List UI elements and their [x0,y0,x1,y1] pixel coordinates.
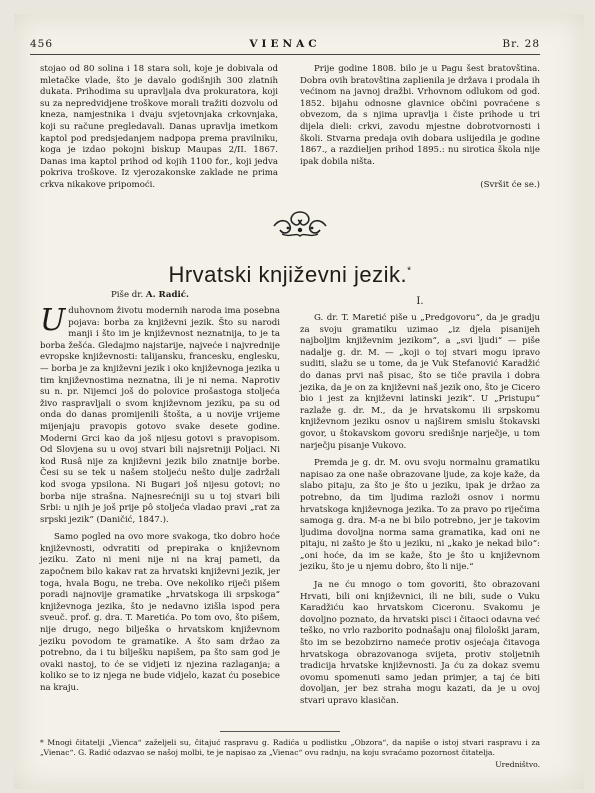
drop-cap: U [40,303,66,338]
right-paragraph-3: Ja ne ću mnogo o tom govoriti, što obrazovani Hrvati, bili oni književnici, ili ne bili, sude o Vuku Karadžiću kao hrvatskom Ciceronu. Svakomu je dovoljno poznato, da hrvatski pisci i čitaoci odavna već teško, no vrlo razborito podnašaju onaj filološki jaram, što im se bezobzirno nameće protiv osjećaja čitavoga hrvatskoga obrazovanoga svijeta, protiv stoljetnih tradicija hrvatske književnosti. Ja ću za dokaz svemu ovomu spomenuti samo jedan primjer, a taj će biti dovoljan, jer bez straha mogu kazati, da je u ovoj stvari upravo klasičan. [300,580,540,706]
issue-number: Br. 28 [502,38,540,50]
section-number: I. [416,296,424,307]
page-header [30,38,540,54]
footnote-signature: Uredništvo. [495,760,540,769]
top-right-paragraph: Prije godine 1808. bilo je u Pagu šest bratovština. Dobra ovih bratovština zaplienila je država i prodala ih većinom na javnoj dražbi. Vrhovnom odlukom od god. 1852. bijahu odnosne glavnice občini povraćene s obvezom, da s njima upravlja i čiste prihode u tri dijela dieli: crkvi, zavodu mjestne dobrotvornosti i školi. Stvarna predaja ovih dobara uslijedila je godine 1867., a razdieljen prihod 1895.: nu sirotica škola nije ipak dobila ništa. [300,64,540,167]
right-paragraph-1: G. dr. T. Maretić piše u „Predgovoru“, da je gradju za svoju gramatiku uzimao „iz djela pisanijeh najboljim književnim jezikom“, a „svi ljudi“ — piše nadalje g. dr. M. — „koji o toj stvari mogu ipravo suditi, slažu se u tome, da je Vuk Stefanović Karadžić do danas prvi naš pisac, što se tiče pravila i dobra jezika, da je on za književni naš jezik ono, što je Cicero bio i jest za književni latinski jezik“. U „Pristupu“ razlaže g. dr. M., da je hrvatskomu ili srpskomu književnom jeziku osnov u najširem smislu štokavski govor, u štokavskom govoru središnje narječje, u tom narječju pisanje Vukovo. [300,313,540,451]
left-paragraph-2: Samo pogled na ovo more svakoga, tko dobro hoće književnosti, odvratiti od prepiraka o književnom jeziku. Zato ni meni nije ni na kraj pameti, da započnem bilo kakav rat za hrvatski književni jezik, jer toga, hvala Bogu, ne treba. Ove nekoliko riječi pišem poradi najnovije gramatike „hrvatskoga ili srpskoga“ književnoga jezika, što je nedavno izišla ispod pera sveuč. prof. g. dra. T. Maretića. Po tom ovo, što pišem, nije drugo, nego bilješka o hrvatskom književnom jeziku povodom te gramatike. A što sam držao za potrebno, da i tu bilješku napišem, pa što sam god je ovaki nastoj, to će se vidjeti iz njezina razlaganja; a koliko se to iz njega ne bude vidjelo, kazat ću posebice na kraju. [40,532,280,693]
ornament-icon [270,208,330,242]
article-title-text: Hrvatski književni jezik. [168,262,408,287]
title-footnote-mark: * [407,265,412,277]
left-paragraph-1 [40,303,280,526]
periodical-title: VIENAC [249,38,321,50]
article-title [40,262,540,288]
right-paragraph-2: Premda je g. dr. M. ovu svoju normalnu gramatiku napisao za one naše obrazovane ljude, za koje kaže, da slabo pitaju, za što je što u jeziku, ipak je držao za potrebno, da tim ljudima razloži osnov i normu hrvatskoga književnoga jezika. To za pravo po riječima samoga g. dra. M-a ne bi bilo potrebno, jer je takovim ljudima dovoljna norma sama gramatika, kad oni ne pitaju, ni zašto je što u jeziku, ni „kako je nekad bilo“: „oni hoće, da im se kaže, što je što u književnom jeziku, što je u njemu dobro, što li nije.“ [300,458,540,573]
continuation-note: (Svršit će se.) [480,180,540,190]
footnote-rule [220,731,340,732]
header-rule [30,54,540,55]
left-paragraph-1-text: duhovnom životu modernih naroda ima posebna pojava: borba za književni jezik. Što su narodi manji i što im je književnost neznatnija, to je ta borba žešća. Gledajmo najstarije, najveće i najvrednije evropske književnosti: talijansku, francesku, englesku, — borba je za književni jezik i oko književnoga jezika u tim književnostima neznatna, ili je ni nema. Naprotiv su n. pr. Nijemci još do polovice prošastoga stoljeća živo raspravljali o svom književnom jeziku, pa su od onda do danas promijenili štošta, a u novije vrijeme mijenjaju pravopis gotovo svake desete godine. Moderni Grci kao da još nijesu gotovi s pravopisom. Od Slovjena su u ovoj stvari bili najsretniji Poljaci. Ni kod Rusâ nije za književni jezik bilo znatnije borbe. Česi su se tek u našem stoljeću nešto dulje zadržali kod svoga ypsilona. Ni Bugari još nijesu gotovi; no borba nije strašna. Najnesrećniji su u toj stvari bili Srbi: u njih je još prije pô stoljeća vladao pravi „rat za srpski jezik“ (Daničić, 1847.). [40,306,280,525]
top-left-column [40,64,278,192]
top-left-paragraph: stojao od 80 solina i 18 stara soli, koje je dobivala od mletačke vlade, što je davalo godišnjih 300 zlatnih dukata. Prihodima su upravljala dva prokuratora, koji su za nepredvidjene troškove morali tražiti dozvolu od kneza, namjestnika i dvaju svjetovnjaka crkovnjaka, koji su račune pregledavali. Danas upravlja imetkom kaptol pod predsjedanjem nadpopa prema pravilniku, koga je izdao pokojni biskup Maupas 2/II. 1867. Danas ima kaptol prihod od kojih 1100 for., koji jedva pokriva troškove. Iz vjerozakonske zaklade ne prima crkva nikakove pripomoći. [40,64,278,190]
article-left-column [40,303,280,695]
article-byline [0,290,300,300]
footnote: * Mnogi čitatelji „Vienca“ zaželjeli su, čitajuć raspravu g. Radića u podlistku „Obzora“, da napiše o istoj stvari raspravu i za „Vienac“. G. Radić odazvao se našoj molbi, te je napisao za „Vienac“ ovu radnju, na koju svraćamo pozornost čitatelja. [40,738,540,757]
byline-author: A. Radić. [145,290,189,300]
byline-prefix: Piše dr. [111,290,144,300]
page-number: 456 [30,38,54,50]
top-right-column [300,64,540,168]
article-right-column [300,313,540,708]
